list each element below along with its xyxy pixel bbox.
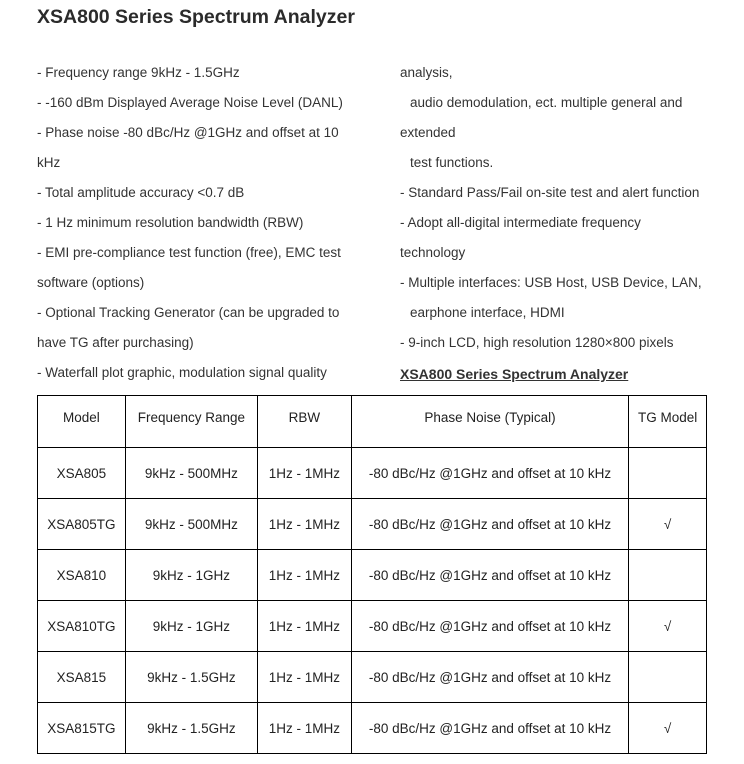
- table-row: [38, 550, 707, 601]
- feature-line: extended: [400, 125, 456, 140]
- cell-tg-model: √: [629, 601, 707, 652]
- table-heading: XSA800 Series Spectrum Analyzer: [400, 366, 629, 382]
- feature-line: kHz: [37, 155, 61, 170]
- cell-rbw: 1Hz - 1MHz: [257, 703, 351, 754]
- feature-line: earphone interface, HDMI: [410, 305, 565, 320]
- table-row: [38, 499, 707, 550]
- feature-line: - Standard Pass/Fail on-site test and alert function: [400, 185, 700, 200]
- feature-line: - Multiple interfaces: USB Host, USB Device, LAN,: [400, 275, 702, 290]
- cell-phase-noise: -80 dBc/Hz @1GHz and offset at 10 kHz: [351, 448, 628, 499]
- cell-model: XSA805: [38, 448, 126, 499]
- specs-table: [37, 395, 707, 754]
- cell-tg-model: √: [629, 499, 707, 550]
- cell-rbw: 1Hz - 1MHz: [257, 652, 351, 703]
- table-row: [38, 703, 707, 754]
- table-row: [38, 652, 707, 703]
- feature-line: - 1 Hz minimum resolution bandwidth (RBW): [37, 215, 304, 230]
- cell-model: XSA815TG: [38, 703, 126, 754]
- cell-model: XSA810TG: [38, 601, 126, 652]
- header-tg-model: TG Model: [629, 396, 707, 448]
- header-frequency-range: Frequency Range: [125, 396, 257, 448]
- cell-frequency-range: 9kHz - 500MHz: [125, 499, 257, 550]
- cell-frequency-range: 9kHz - 1GHz: [125, 550, 257, 601]
- cell-frequency-range: 9kHz - 1.5GHz: [125, 652, 257, 703]
- cell-rbw: 1Hz - 1MHz: [257, 448, 351, 499]
- cell-model: XSA805TG: [38, 499, 126, 550]
- cell-rbw: 1Hz - 1MHz: [257, 601, 351, 652]
- table-row: [38, 448, 707, 499]
- cell-phase-noise: -80 dBc/Hz @1GHz and offset at 10 kHz: [351, 550, 628, 601]
- feature-line: - EMI pre-compliance test function (free), EMC test: [37, 245, 341, 260]
- feature-line: - Adopt all-digital intermediate frequency: [400, 215, 641, 230]
- header-model: Model: [38, 396, 126, 448]
- feature-line: - 9-inch LCD, high resolution 1280×800 pixels: [400, 335, 674, 350]
- feature-line: audio demodulation, ect. multiple general and: [410, 95, 683, 110]
- cell-rbw: 1Hz - 1MHz: [257, 499, 351, 550]
- feature-line: - -160 dBm Displayed Average Noise Level (DANL): [37, 95, 343, 110]
- feature-line: - Frequency range 9kHz - 1.5GHz: [37, 65, 240, 80]
- cell-frequency-range: 9kHz - 1.5GHz: [125, 703, 257, 754]
- feature-line: - Phase noise -80 dBc/Hz @1GHz and offset at 10: [37, 125, 339, 140]
- cell-phase-noise: -80 dBc/Hz @1GHz and offset at 10 kHz: [351, 703, 628, 754]
- cell-tg-model: [629, 652, 707, 703]
- cell-phase-noise: -80 dBc/Hz @1GHz and offset at 10 kHz: [351, 601, 628, 652]
- cell-frequency-range: 9kHz - 500MHz: [125, 448, 257, 499]
- cell-tg-model: √: [629, 703, 707, 754]
- cell-rbw: 1Hz - 1MHz: [257, 550, 351, 601]
- table-row: [38, 601, 707, 652]
- feature-line: - Total amplitude accuracy <0.7 dB: [37, 185, 245, 200]
- feature-line: - Optional Tracking Generator (can be upgraded to: [37, 305, 340, 320]
- page-title: XSA800 Series Spectrum Analyzer: [37, 6, 355, 28]
- feature-line: technology: [400, 245, 466, 260]
- feature-line: have TG after purchasing): [37, 335, 194, 350]
- header-phase-noise: Phase Noise (Typical): [351, 396, 628, 448]
- cell-model: XSA810: [38, 550, 126, 601]
- cell-phase-noise: -80 dBc/Hz @1GHz and offset at 10 kHz: [351, 652, 628, 703]
- feature-line: software (options): [37, 275, 145, 290]
- feature-line: test functions.: [410, 155, 494, 170]
- header-rbw: RBW: [257, 396, 351, 448]
- feature-line: - Waterfall plot graphic, modulation signal quality: [37, 365, 327, 380]
- features-right-column: [400, 58, 740, 358]
- cell-tg-model: [629, 448, 707, 499]
- features-left-column: [37, 58, 387, 388]
- cell-phase-noise: -80 dBc/Hz @1GHz and offset at 10 kHz: [351, 499, 628, 550]
- table-header-row: [38, 396, 707, 448]
- feature-line: analysis,: [400, 65, 453, 80]
- cell-tg-model: [629, 550, 707, 601]
- cell-model: XSA815: [38, 652, 126, 703]
- cell-frequency-range: 9kHz - 1GHz: [125, 601, 257, 652]
